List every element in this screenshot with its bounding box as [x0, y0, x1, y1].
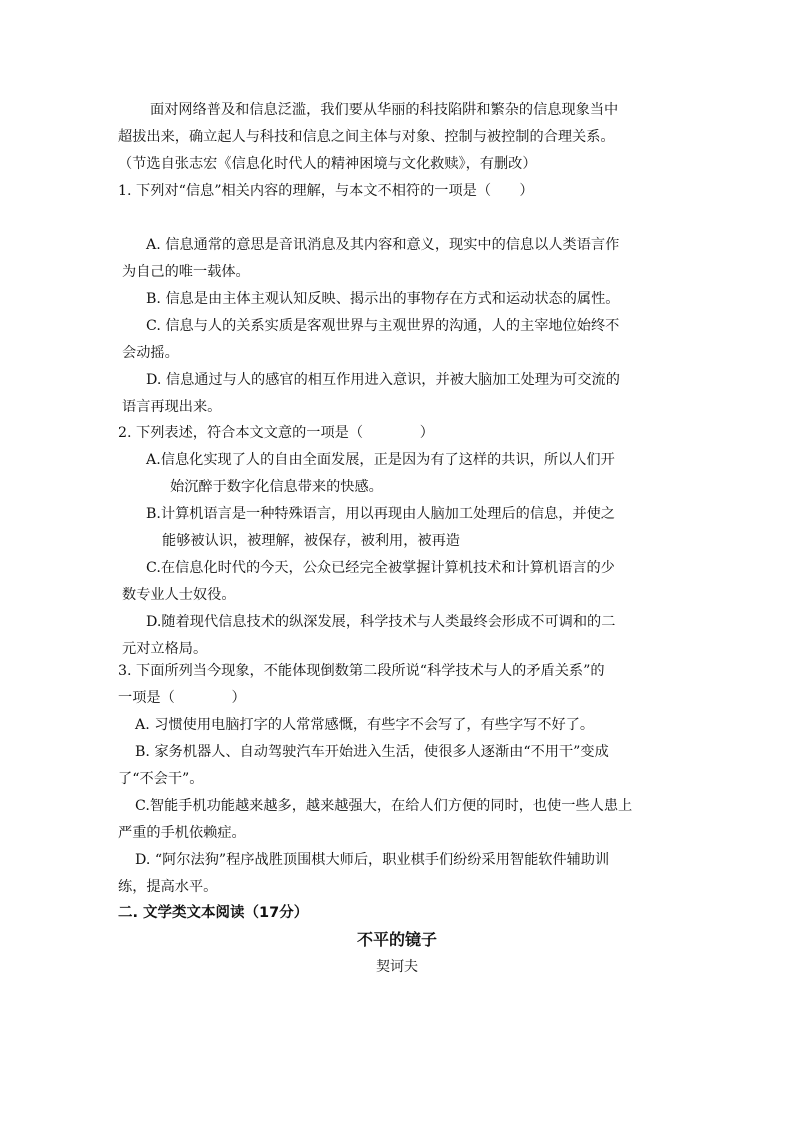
q3-stem-line-2: 一项是（ ）: [118, 690, 246, 706]
q1-option-a-line-2: 为自己的唯一载体。: [122, 264, 250, 280]
q3-option-c-line-1: C.智能手机功能越来越多，越来越强大，在给人们方便的同时，也使一些人患上: [135, 798, 633, 814]
q2-option-c-line-1: C.在信息化时代的今天，公众已经完全被掌握计算机技术和计算机语言的少: [146, 560, 615, 576]
story-title: 不平的镜子: [356, 930, 437, 949]
passage-source: （节选自张志宏《信息化时代人的精神困境与文化救赎》，有删改）: [118, 156, 537, 172]
q1-option-d-line-2: 语言再现出来。: [122, 399, 222, 415]
q3-option-d-line-2: 练，提高水平。: [118, 879, 218, 895]
q3-option-b-line-1: B. 家务机器人、自动驾驶汽车开始进入生活，使很多人逐渐由“不用干”变成: [135, 744, 609, 760]
q1-option-d-line-1: D. 信息通过与人的感官的相互作用进入意识，并被大脑加工处理为可交流的: [146, 372, 620, 388]
q2-option-a-line-2: 始沉醉于数字化信息带来的快感。: [170, 479, 383, 495]
q1-option-a-line-1: A. 信息通常的意思是音讯消息及其内容和意义，现实中的信息以人类语言作: [146, 237, 620, 253]
q3-stem-line-1: 3. 下面所列当今现象，不能体现倒数第二段所说“科学技术与人的矛盾关系”的: [118, 663, 605, 679]
passage-line-1: 面对网络普及和信息泛滥，我们要从华丽的科技陷阱和繁杂的信息现象当中: [150, 102, 619, 118]
q2-option-b-line-2: 能够被认识，被理解，被保存，被利用，被再造: [162, 533, 460, 549]
passage-line-2: 超拔出来，确立起人与科技和信息之间主体与对象、控制与被控制的合理关系。: [118, 129, 615, 145]
q3-option-d-line-1: D. “阿尔法狗”程序战胜顶围棋大师后，职业棋手们纷纷采用智能软件辅助训: [135, 852, 610, 868]
q2-option-d-line-2: 元对立格局。: [122, 641, 208, 657]
q3-option-a: A. 习惯使用电脑打字的人常常感慨，有些字不会写了，有些字写不好了。: [135, 717, 595, 733]
q1-option-c-line-2: 会动摇。: [122, 345, 179, 361]
q2-option-d-line-1: D.随着现代信息技术的纵深发展，科学技术与人类最终会形成不可调和的二: [146, 614, 616, 630]
q3-option-b-line-2: 了“不会干”。: [118, 771, 204, 787]
q2-stem: 2. 下列表述，符合本文文意的一项是（ ）: [118, 425, 434, 441]
section-heading: 二. 文学类文本阅读（17分）: [118, 905, 309, 921]
story-author: 契诃夫: [376, 959, 418, 975]
q1-option-b: B. 信息是由主体主观认知反映、揭示出的事物存在方式和运动状态的属性。: [146, 291, 620, 307]
q1-option-c-line-1: C. 信息与人的关系实质是客观世界与主观世界的沟通，人的主宰地位始终不: [146, 318, 620, 334]
q2-option-c-line-2: 数专业人士奴役。: [122, 587, 236, 603]
q2-option-b-line-1: B.计算机语言是一种特殊语言，用以再现由人脑加工处理后的信息，并使之: [146, 506, 615, 522]
q3-option-c-line-2: 严重的手机依赖症。: [118, 825, 246, 841]
q2-option-a-line-1: A.信息化实现了人的自由全面发展，正是因为有了这样的共识，所以人们开: [146, 452, 615, 468]
q1-stem: 1. 下列对“信息”相关内容的理解，与本文不相符的一项是（ ）: [118, 183, 534, 199]
